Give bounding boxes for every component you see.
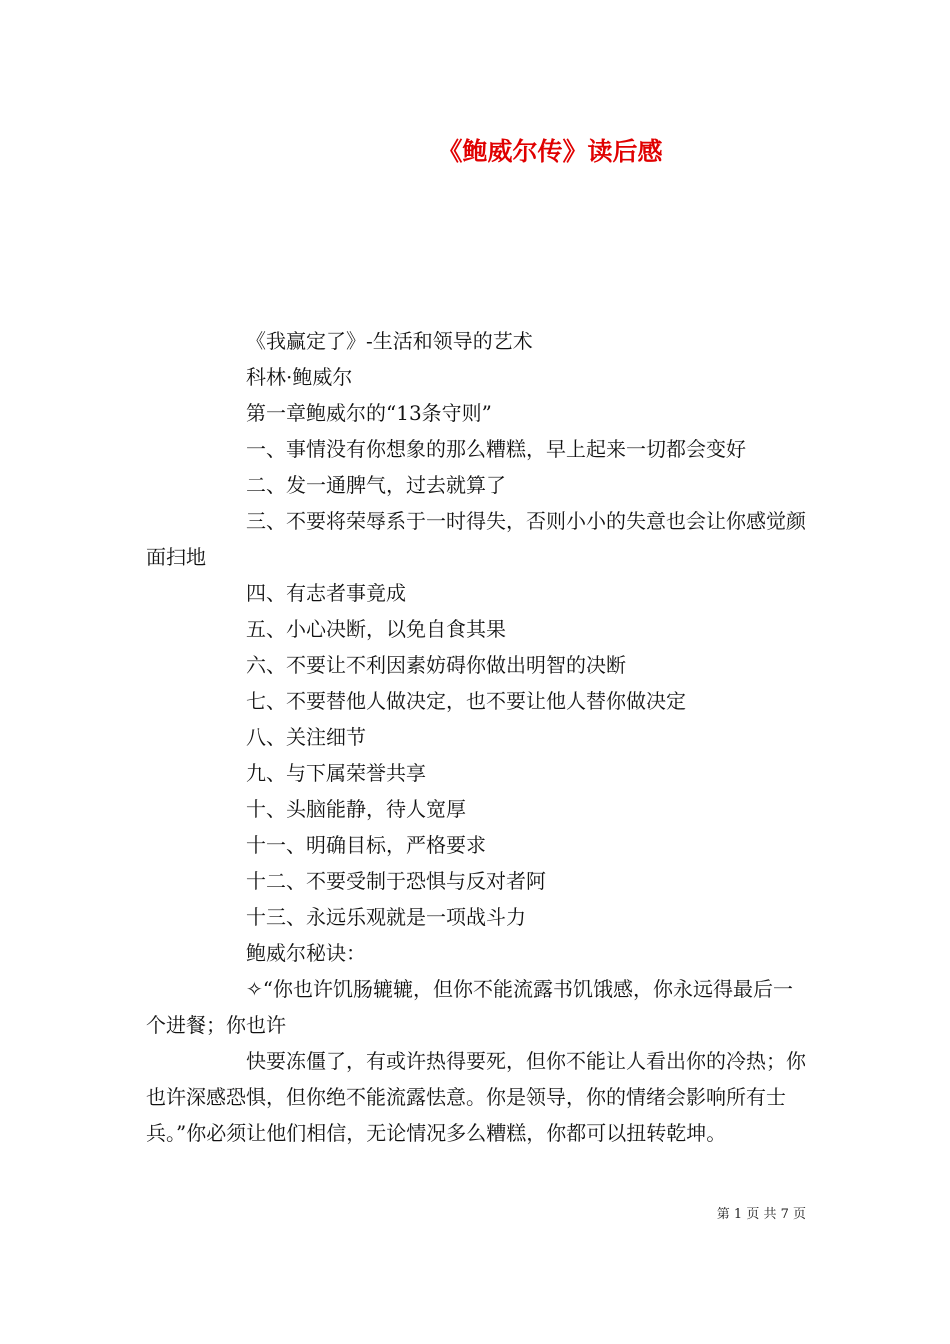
paragraph: 十三、永远乐观就是一项战斗力 — [246, 905, 526, 929]
paragraph: 快要冻僵了，有或许热得要死，但你不能让人看出你的冷热；你也许深感恐惧，但你绝不能流露怯意。你是领导，你的情绪会影响所有士兵。”你必须让他们相信，无论情况多么糟糕，你都可以扭转乾坤。 — [146, 1049, 806, 1145]
paragraph: 九、与下属荣誉共享 — [246, 761, 426, 785]
paragraph: 十二、不要受制于恐惧与反对者阿 — [246, 869, 546, 893]
paragraph: 六、不要让不利因素妨碍你做出明智的决断 — [246, 653, 626, 677]
paragraph: 十一、明确目标，严格要求 — [246, 833, 486, 857]
paragraph: 四、有志者事竟成 — [246, 581, 406, 605]
paragraph: 科林·鲍威尔 — [246, 365, 353, 389]
paragraph: 一、事情没有你想象的那么糟糕，早上起来一切都会变好 — [246, 437, 746, 461]
document-title: 《鲍威尔传》读后感 — [437, 137, 663, 166]
paragraph: 五、小心决断，以免自食其果 — [246, 617, 506, 641]
paragraph: 二、发一通脾气，过去就算了 — [246, 473, 506, 497]
paragraph: 三、不要将荣辱系于一时得失，否则小小的失意也会让你感觉颜面扫地 — [146, 509, 806, 569]
document-body — [146, 323, 806, 1151]
paragraph: 《我赢定了》-生活和领导的艺术 — [246, 329, 533, 353]
paragraph: 七、不要替他人做决定，也不要让他人替你做决定 — [246, 689, 686, 713]
page-number: 第 1 页 共 7 页 — [716, 1207, 806, 1222]
paragraph: 鲍威尔秘诀： — [246, 941, 366, 965]
paragraph: 第一章鲍威尔的“13条守则” — [246, 401, 492, 425]
paragraph: 八、关注细节 — [246, 725, 366, 749]
paragraph: 十、头脑能静，待人宽厚 — [246, 797, 466, 821]
paragraph: ✧“你也许饥肠辘辘，但你不能流露书饥饿感，你永远得最后一个进餐；你也许 — [146, 977, 793, 1037]
